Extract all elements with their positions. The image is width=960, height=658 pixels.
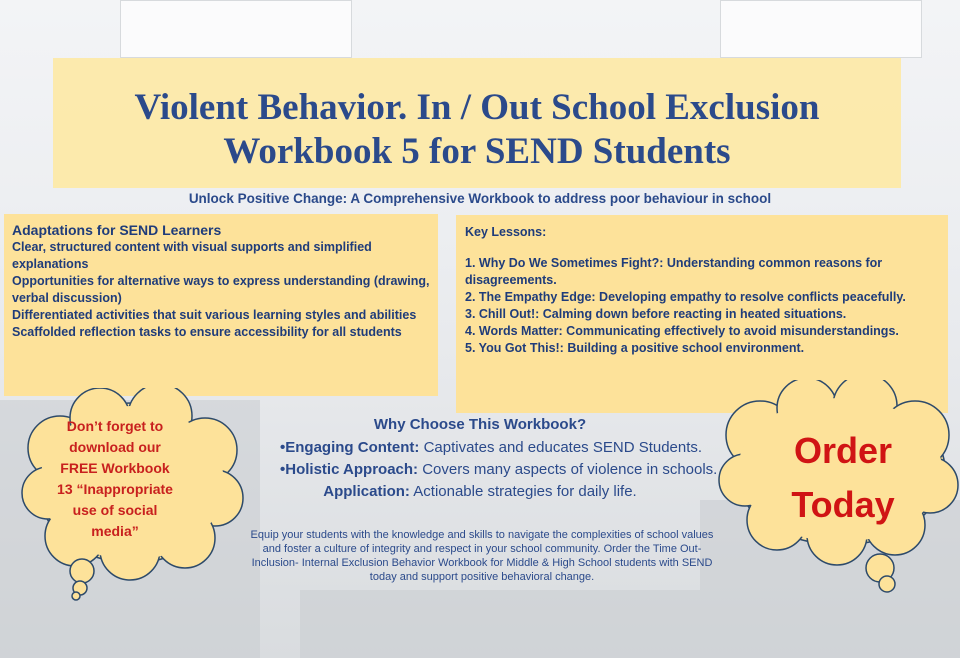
why-row xyxy=(280,437,703,459)
cloud-right-line: Order xyxy=(793,430,893,471)
order-today-callout[interactable] xyxy=(758,424,928,532)
why-row-text: Captivates and educates SEND Students. xyxy=(419,439,703,456)
why-choose-section xyxy=(280,416,718,503)
cloud-left-line: FREE Workbook xyxy=(60,460,170,476)
adaptations-heading: Adaptations for SEND Learners xyxy=(12,222,222,238)
why-choose-heading: Why Choose This Workbook? xyxy=(373,416,587,433)
lesson-item: 5. You Got This!: Building a positive school environment. xyxy=(465,341,805,355)
why-row-label: •Holistic Approach: xyxy=(280,461,419,478)
why-row xyxy=(280,459,718,481)
cloud-left-line: media” xyxy=(91,523,139,539)
why-row-text: Covers many aspects of violence in schools. xyxy=(418,461,718,478)
adaptations-box xyxy=(4,214,438,396)
cloud-left-line: 13 “Inappropriate xyxy=(57,481,173,497)
lesson-item: 3. Chill Out!: Calming down before reacting in heated situations. xyxy=(465,307,847,321)
key-lessons-heading: Key Lessons: xyxy=(465,225,547,239)
lesson-item: 1. Why Do We Sometimes Fight?: Understanding common reasons for disagreements. xyxy=(465,256,883,287)
cloud-left-line: use of social xyxy=(72,502,158,518)
lesson-item: 4. Words Matter: Communicating effectively to avoid misunderstandings. xyxy=(465,324,899,338)
title-line-1: Violent Behavior. In / Out School Exclusion xyxy=(134,87,820,128)
cloud-right-line: Today xyxy=(791,484,895,525)
page-title xyxy=(53,86,901,174)
equip-paragraph: Equip your students with the knowledge and skills to navigate the complexities of school values and foster a culture of integrity and respect in your school community. Order the Time Out-Inclusion- Internal Exclusion Behavior Workbook for Middle & High School students with SEND today and support positive behavioral change. xyxy=(250,529,714,583)
adaptation-item: Differentiated activities that suit various learning styles and abilities xyxy=(12,308,417,322)
why-row-label: Application: xyxy=(323,483,410,500)
cloud-left-text xyxy=(40,416,190,542)
adaptation-item: Scaffolded reflection tasks to ensure accessibility for all students xyxy=(12,325,402,339)
title-line-2: Workbook 5 for SEND Students xyxy=(223,131,731,172)
why-row-text: Actionable strategies for daily life. xyxy=(409,483,637,500)
lesson-item: 2. The Empathy Edge: Developing empathy to resolve conflicts peacefully. xyxy=(465,290,906,304)
adaptation-item: Opportunities for alternative ways to express understanding (drawing, verbal discussion) xyxy=(12,274,430,305)
window-right xyxy=(720,0,922,58)
why-row-label: •Engaging Content: xyxy=(280,439,420,456)
why-row xyxy=(280,481,680,503)
window-left xyxy=(120,0,352,58)
cloud-left-line: Don’t forget to xyxy=(66,418,164,434)
subtitle: Unlock Positive Change: A Comprehensive Workbook to address poor behaviour in school xyxy=(188,191,772,206)
desk-shadow-mid xyxy=(300,590,700,658)
cloud-left-line: download our xyxy=(69,439,161,455)
adaptation-item: Clear, structured content with visual supports and simplified explanations xyxy=(12,240,372,271)
